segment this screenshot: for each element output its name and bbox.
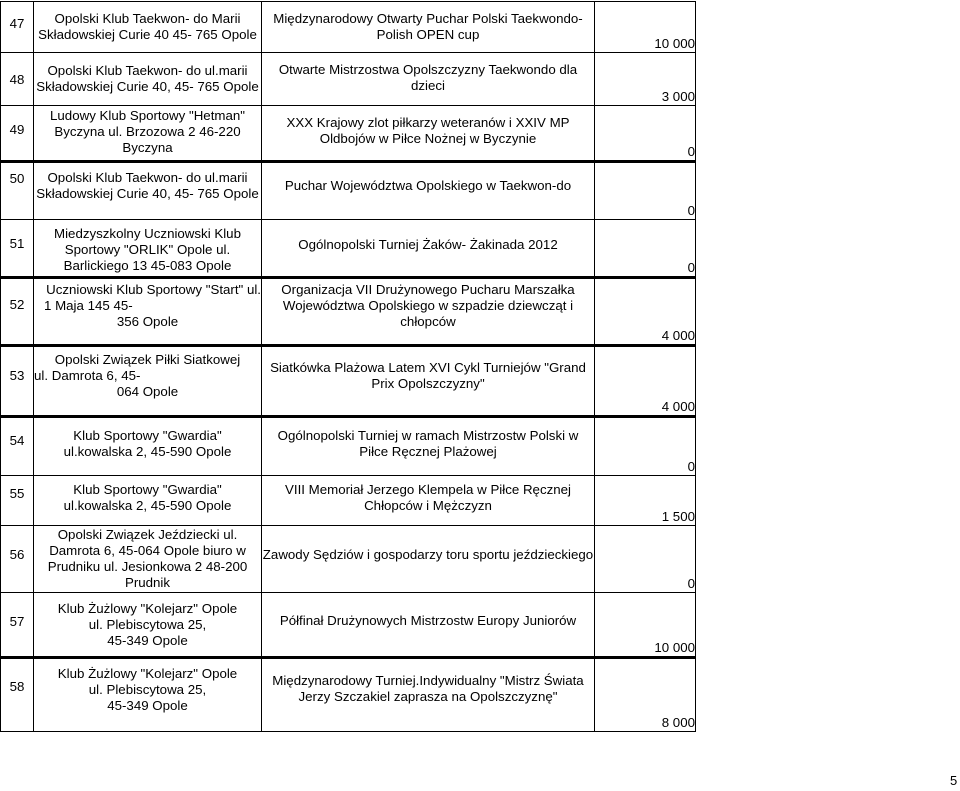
row-number: 47 [1, 2, 34, 53]
row-number: 52 [1, 278, 34, 346]
row-number: 48 [1, 53, 34, 106]
event-cell: Siatkówka Plażowa Latem XVI Cykl Turniejów "Grand Prix Opolszczyzny" [262, 346, 595, 417]
table-row [1, 526, 696, 593]
grant-table [0, 1, 696, 732]
amount-cell: 4 000 [595, 346, 696, 417]
row-number: 55 [1, 476, 34, 526]
table-row [1, 278, 696, 346]
organization-cell: Opolski Klub Taekwon- do Marii Składowskiej Curie 40 45- 765 Opole [34, 2, 262, 53]
organization-cell: Klub Żużlowy "Kolejarz" Opole ul. Plebiscytowa 25, 45-349 Opole [34, 593, 262, 658]
event-cell: Międzynarodowy Turniej.Indywidualny "Mistrz Świata Jerzy Szczakiel zaprasza na Opolszczyznę" [262, 658, 595, 732]
table-row [1, 53, 696, 106]
organization-cell: Opolski Związek Piłki Siatkowej ul. Damrota 6, 45- 064 Opole [34, 346, 262, 417]
event-cell: XXX Krajowy zlot piłkarzy weteranów i XXIV MP Oldbojów w Piłce Nożnej w Byczynie [262, 106, 595, 162]
event-cell: Otwarte Mistrzostwa Opolszczyzny Taekwondo dla dzieci [262, 53, 595, 106]
table-row [1, 220, 696, 278]
table-row [1, 476, 696, 526]
page-number: 5 [950, 773, 958, 788]
amount-cell: 10 000 [595, 2, 696, 53]
amount-cell: 0 [595, 106, 696, 162]
organization-cell: Opolski Klub Taekwon- do ul.marii Składowskiej Curie 40, 45- 765 Opole [34, 53, 262, 106]
amount-cell: 4 000 [595, 278, 696, 346]
row-number: 58 [1, 658, 34, 732]
table-row [1, 658, 696, 732]
table-row [1, 593, 696, 658]
amount-cell: 3 000 [595, 53, 696, 106]
table-row [1, 106, 696, 162]
event-cell: VIII Memoriał Jerzego Klempela w Piłce Ręcznej Chłopców i Mężczyzn [262, 476, 595, 526]
organization-cell: Klub Sportowy "Gwardia" ul.kowalska 2, 45-590 Opole [34, 476, 262, 526]
event-cell: Ogólnopolski Turniej Żaków- Żakinada 2012 [262, 220, 595, 278]
amount-cell: 8 000 [595, 658, 696, 732]
event-cell: Międzynarodowy Otwarty Puchar Polski Taekwondo- Polish OPEN cup [262, 2, 595, 53]
event-cell: Puchar Województwa Opolskiego w Taekwon-do [262, 162, 595, 220]
organization-cell: Miedzyszkolny Uczniowski Klub Sportowy "ORLIK" Opole ul. Barlickiego 13 45-083 Opole [34, 220, 262, 278]
event-cell: Organizacja VII Drużynowego Pucharu Marszałka Województwa Opolskiego w szpadzie dziewcząt i chłopców [262, 278, 595, 346]
table-row [1, 417, 696, 476]
organization-cell: Ludowy Klub Sportowy "Hetman" Byczyna ul. Brzozowa 2 46-220 Byczyna [34, 106, 262, 162]
amount-cell: 10 000 [595, 593, 696, 658]
event-cell: Zawody Sędziów i gospodarzy toru sportu jeździeckiego [262, 526, 595, 593]
amount-cell: 0 [595, 162, 696, 220]
amount-cell: 0 [595, 526, 696, 593]
event-cell: Ogólnopolski Turniej w ramach Mistrzostw Polski w Piłce Ręcznej Plażowej [262, 417, 595, 476]
table-row [1, 346, 696, 417]
row-number: 51 [1, 220, 34, 278]
organization-cell: Klub Sportowy "Gwardia" ul.kowalska 2, 45-590 Opole [34, 417, 262, 476]
organization-cell: Opolski Klub Taekwon- do ul.marii Składowskiej Curie 40, 45- 765 Opole [34, 162, 262, 220]
row-number: 54 [1, 417, 34, 476]
table-row [1, 162, 696, 220]
event-cell: Półfinał Drużynowych Mistrzostw Europy Juniorów [262, 593, 595, 658]
organization-cell: Opolski Związek Jeździecki ul. Damrota 6, 45-064 Opole biuro w Prudniku ul. Jesionkowa 2 48-200 Prudnik [34, 526, 262, 593]
organization-cell: Klub Żużlowy "Kolejarz" Opole ul. Plebiscytowa 25, 45-349 Opole [34, 658, 262, 732]
table-row [1, 2, 696, 53]
amount-cell: 0 [595, 417, 696, 476]
amount-cell: 1 500 [595, 476, 696, 526]
row-number: 49 [1, 106, 34, 162]
organization-cell: Uczniowski Klub Sportowy "Start" ul. 1 Maja 145 45- 356 Opole [34, 278, 262, 346]
row-number: 57 [1, 593, 34, 658]
row-number: 50 [1, 162, 34, 220]
row-number: 56 [1, 526, 34, 593]
amount-cell: 0 [595, 220, 696, 278]
row-number: 53 [1, 346, 34, 417]
